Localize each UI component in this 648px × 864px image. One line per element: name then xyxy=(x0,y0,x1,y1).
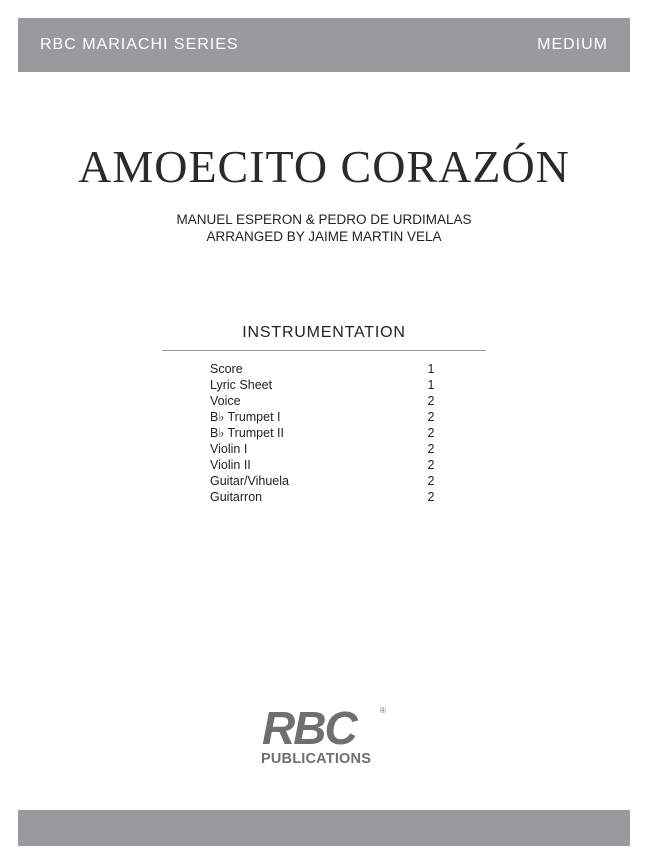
instrument-name: Violin I xyxy=(210,442,248,456)
header-band xyxy=(18,18,630,72)
instrument-row xyxy=(210,473,440,489)
instrument-name: Score xyxy=(210,362,243,376)
publisher-logo-subtext: PUBLICATIONS xyxy=(261,751,372,767)
instrument-quantity: 1 xyxy=(427,362,435,376)
composer-credit: MANUEL ESPERON & PEDRO DE URDIMALAS xyxy=(176,212,472,227)
publisher-logo-mark: RBC xyxy=(262,702,356,754)
instrument-quantity: 2 xyxy=(427,490,435,504)
instrument-name: B♭ Trumpet II xyxy=(210,426,284,440)
instrument-row xyxy=(210,441,440,457)
instrument-name: Guitar/Vihuela xyxy=(210,474,289,488)
instrument-name: Violin II xyxy=(210,458,251,472)
series-label: RBC MARIACHI SERIES xyxy=(40,36,239,53)
instrument-quantity: 2 xyxy=(427,442,435,456)
piece-title: AMOECITO CORAZÓN xyxy=(78,141,570,192)
instrument-row xyxy=(210,377,440,393)
instrument-row xyxy=(210,409,440,425)
footer-band xyxy=(18,810,630,846)
instrument-quantity: 2 xyxy=(427,394,435,408)
instrumentation-heading: INSTRUMENTATION xyxy=(242,324,406,341)
instrument-row xyxy=(210,489,440,505)
instrument-quantity: 1 xyxy=(427,378,435,392)
difficulty-label: MEDIUM xyxy=(537,36,608,53)
instrument-row xyxy=(210,457,440,473)
instrument-name: Guitarron xyxy=(210,490,263,504)
instrument-quantity: 2 xyxy=(427,474,435,488)
publisher-logo xyxy=(258,702,390,771)
instrument-name: Voice xyxy=(210,394,241,408)
credits xyxy=(0,211,648,245)
instrumentation-divider xyxy=(162,350,486,351)
registered-mark: ® xyxy=(380,706,386,715)
instrument-row xyxy=(210,361,440,377)
instrument-quantity: 2 xyxy=(427,410,435,424)
instrument-row xyxy=(210,425,440,441)
instrument-row xyxy=(210,393,440,409)
instrument-name: B♭ Trumpet I xyxy=(210,410,281,424)
arranger-credit: ARRANGED BY JAIME MARTIN VELA xyxy=(206,229,442,244)
instrumentation-list xyxy=(210,361,440,505)
instrument-quantity: 2 xyxy=(427,426,435,440)
instrument-name: Lyric Sheet xyxy=(210,378,273,392)
instrument-quantity: 2 xyxy=(427,458,435,472)
